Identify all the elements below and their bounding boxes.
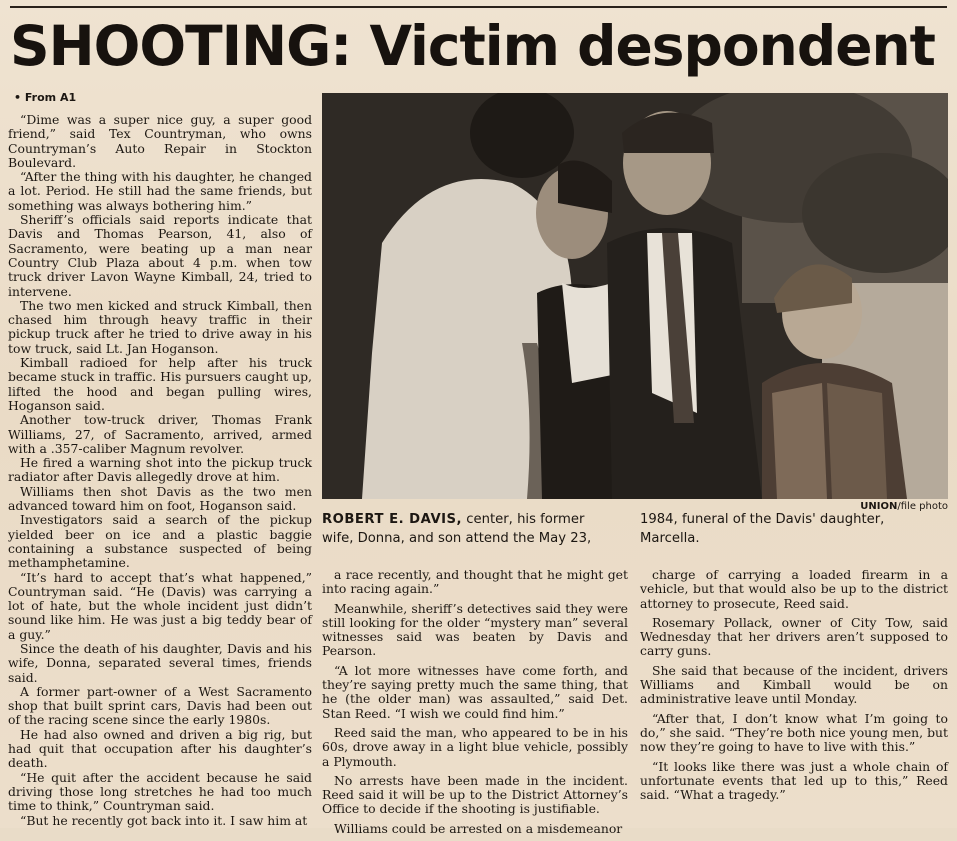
article-column-2 (322, 568, 628, 841)
article-column-3 (640, 568, 948, 807)
paragraph: charge of carrying a loaded firearm in a vehicle, but that would also be up to the district attorney to prosecute, Reed said. (640, 567, 948, 611)
top-rule (10, 6, 947, 8)
paragraph: Another tow-truck driver, Thomas Frank Williams, 27, of Sacramento, arrived, armed with a .357-caliber Magnum revolver. (8, 412, 312, 456)
paragraph: “He quit after the accident because he said driving those long stretches he had too much time to think,” Countryman said. (8, 769, 312, 814)
caption-line-3: 1984, funeral of the Davis' daughter, (640, 512, 885, 527)
news-photo (322, 93, 948, 499)
paragraph: No arrests have been made in the incident. Reed said it will be up to the District Attorney’s Office to decide if the shooting is justifiable. (322, 772, 628, 817)
credit-rest: /file photo (897, 501, 948, 512)
article-column-1 (8, 113, 312, 828)
paragraph: She said that because of the incident, drivers Williams and Kimball would be on administrative leave until Monday. (640, 662, 948, 707)
paragraph: Williams could be arrested on a misdemeanor (334, 820, 623, 836)
headline: SHOOTING: Victim despondent (10, 14, 935, 78)
paragraph: Rosemary Pollack, owner of City Tow, said Wednesday that her drivers aren’t supposed to carry guns. (640, 614, 948, 659)
photo-illustration (322, 93, 948, 499)
paragraph: Meanwhile, sheriff’s detectives said they were still looking for the older “mystery man” several witnesses said was beaten by Davis and Pearson. (322, 600, 628, 659)
paragraph: “It looks like there was just a whole chain of unfortunate events that led up to this,” Reed said. “What a tragedy.” (640, 758, 948, 803)
paragraph: a race recently, and thought that he might get into racing again.” (322, 567, 628, 597)
paragraph: He fired a warning shot into the pickup truck radiator after Davis allegedly drove at him. (8, 455, 312, 485)
paragraph: He had also owned and driven a big rig, but had quit that occupation after his daughter’s death. (8, 726, 312, 771)
caption-line-1-rest: center, his former (462, 512, 585, 527)
credit-source: UNION (860, 501, 898, 512)
paragraph: “Dime was a super nice guy, a super good friend,” said Tex Countryman, who owns Countryman’s Auto Repair in Stockton Boulevard. (8, 112, 312, 170)
paragraph: Since the death of his daughter, Davis and his wife, Donna, separated several times, friends said. (8, 640, 312, 685)
paragraph: Sheriff’s officials said reports indicate that Davis and Thomas Pearson, 41, also of Sacramento, were beating up a man near Country Club Plaza about 4 p.m. when tow truck driver Lavon Wayne Kimball, 24, tried to intervene. (8, 212, 312, 299)
caption-line-4: Marcella. (640, 530, 700, 546)
paragraph: Investigators said a search of the pickup yielded beer on ice and a plastic baggie containing a substance suspected of being methamphetamine. (8, 512, 312, 571)
paragraph: “After the thing with his daughter, he changed a lot. Period. He still had the same friends, but something was always bothering him.” (8, 169, 312, 213)
paragraph: “It’s hard to accept that’s what happened,” Countryman said. “He (Davis) was carrying a lot of hate, but the whole incident just didn’t sound like him. He was just a big teddy bear of a guy.” (8, 569, 312, 642)
caption-line-2: wife, Donna, and son attend the May 23, (322, 530, 592, 546)
jump-line: • From A1 (14, 91, 77, 104)
paragraph: “After that, I don’t know what I’m going to do,” she said. “They’re both nice young men, but now they’re going to have to live with this.” (640, 710, 948, 755)
paragraph: The two men kicked and struck Kimball, then chased him through heavy traffic in their pickup truck after he tried to drive away in his tow truck, said Lt. Jan Hoganson. (8, 297, 312, 356)
paragraph: Reed said the man, who appeared to be in his 60s, drove away in a light blue vehicle, possibly a Plymouth. (322, 724, 628, 769)
caption-name: ROBERT E. DAVIS, (322, 512, 463, 527)
paragraph: A former part-owner of a West Sacramento shop that built sprint cars, Davis had been out of the racing scene since the early 1980s. (8, 683, 312, 728)
paragraph: Kimball radioed for help after his truck became stuck in traffic. His pursuers caught up, lifted the hood and began pulling wires, Hoganson said. (8, 355, 312, 413)
paragraph: Williams then shot Davis as the two men advanced toward him on foot, Hoganson said. (8, 483, 312, 514)
paragraph: “But he recently got back into it. I saw him at (20, 812, 308, 828)
photo-caption (322, 511, 950, 546)
paragraph: “A lot more witnesses have come forth, and they’re saying pretty much the same thing, that he (the older man) was assaulted,” said Det. Stan Reed. “I wish we could find him.” (322, 662, 628, 721)
